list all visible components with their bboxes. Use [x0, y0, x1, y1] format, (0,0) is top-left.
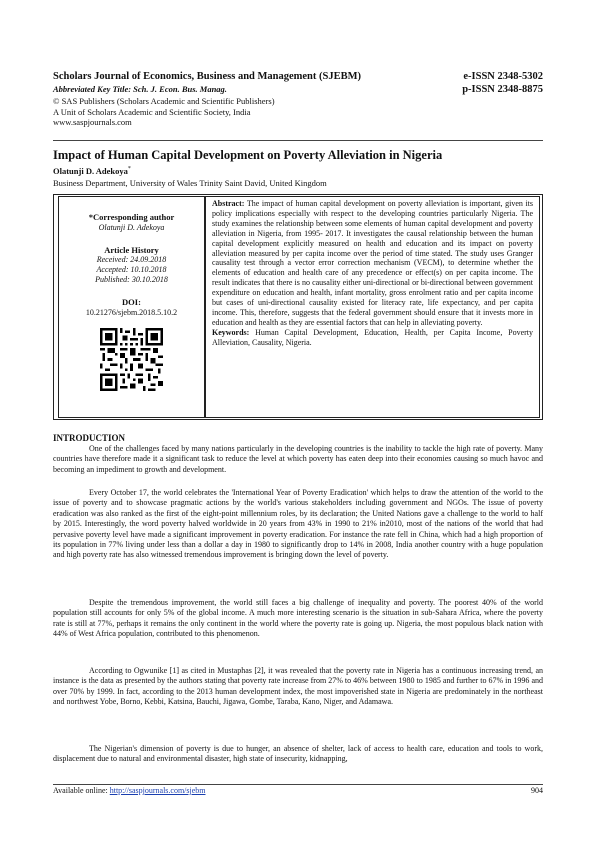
available-label: Available online: — [53, 786, 108, 795]
corresponding-label: *Corresponding author — [88, 212, 175, 222]
footer-rule — [53, 784, 543, 785]
society-line: A Unit of Scholars Academic and Scientific Society, India — [53, 106, 251, 117]
history-label: Article History — [104, 244, 159, 255]
availability — [53, 786, 206, 796]
author-line — [53, 164, 131, 177]
publisher-line: © SAS Publishers (Scholars Academic and Scientific Publishers) — [53, 96, 275, 106]
abstract-label: Abstract: — [212, 199, 245, 208]
eissn: e-ISSN 2348-5302 — [463, 71, 543, 82]
pissn: p-ISSN 2348-8875 — [462, 84, 543, 95]
affiliation: Business Department, University of Wales Trinity Saint David, United Kingdom — [53, 178, 327, 188]
article-title: Impact of Human Capital Development on Poverty Alleviation in Nigeria — [53, 148, 443, 162]
abstract-text: The impact of human capital development on poverty alleviation is important, given its policy implications especially with respect to the developing countries particularly Nigeria. The study examines the relationship between some elements of human capital development and poverty alleviation in Nigeria, from 1995- 2017. It investigates the causal relationship between the human capital development explicitly measured on health and education and its impact on poverty alleviation measured by per capita income over the period of time stated. The study uses Granger causality test through a vector error correction mechanism (VECM), to determine whether the elements of education and health care of any precedence or effect(s) on per capita income. The result indicates that there is no causality either uni-directional or bi-directional between government expenditure on education and health, infant mortality, gross enrolment ratio and per capita income but cases of uni-directional causality existed for literacy rate, life expectancy, and per capita income. This, therefore, suggests that the federal government should ensure that it invests more in education and health as they are essential factors that can help in alleviating poverty. — [212, 199, 534, 327]
author-name: Olatunji D. Adekoya — [53, 165, 128, 176]
keywords-label: Keywords: — [212, 327, 250, 337]
paragraph-1: One of the challenges faced by many nations particularly in the developing countries is the inability to tackle the high rate of poverty. Many countries have therefore made it a significant task to reduce the level at which poverty has eaten deep into their economies causing so much havoc and becoming an impediment to growth and development. — [53, 444, 543, 474]
journal-name: Scholars Journal of Economics, Business and Management (SJEBM) — [53, 71, 362, 82]
journal-link[interactable]: http://saspjournals.com/sjebm — [109, 786, 206, 795]
paragraph-4: According to Ogwunike [1] as cited in Mustaphas [2], it was revealed that the poverty rate in Nigeria has a continuous increasing trend, an instance is the data as presented by the authors stating that poverty rate increase from 27% to 46% between 1980 to 1985 and further to 67% in 1996 and over 70% by 1999. In fact, according to the 2013 human development index, the most impoverished state in Nigeria are predominately in the northeast and northwest Yobe, Borno, Kebbi, Katsina, Bauchi, Jigawa, Gombe, Taraba, Kano, Niger, and Adamawa. — [53, 666, 543, 707]
abbreviated-title: Abbreviated Key Title: Sch. J. Econ. Bus. Manag. — [53, 84, 227, 94]
keywords-text: Human Capital Development, Education, Health, per Capita Income, Poverty Alleviation, Causality, Nigeria. — [212, 327, 534, 347]
doi-label: DOI: — [122, 297, 141, 307]
paragraph-3: Despite the tremendous improvement, the world still faces a big challenge of inequality and poverty. The poorest 40% of the world population still accounts for only 5% of the global income. A much more interesting scenario is the situation in sub-Sahara Africa, where the poverty rate is still at 77%, perhaps it remains the only continent in the world where the poverty rate is going up. Nigeria, the most populous black nation with 44% of West Africa population, contributed to this phenomenon. — [53, 598, 543, 639]
published-date: Published: 30.10.2018 — [95, 275, 168, 284]
page-footer — [53, 786, 543, 796]
page-number: 904 — [531, 786, 543, 795]
qr-code — [100, 328, 163, 391]
website-line: www.saspjournals.com — [53, 117, 132, 127]
received-date: Received: 24.09.2018 — [96, 255, 167, 264]
author-mark: * — [127, 166, 131, 172]
accepted-date: Accepted: 10.10.2018 — [96, 265, 167, 274]
journal-header — [53, 70, 543, 128]
article-info-panel — [58, 196, 205, 418]
paragraph-5: The Nigerian's dimension of poverty is due to hunger, an absence of shelter, lack of access to health care, education and tools to work, displacement due to natural and environmental disaster, high state of insecurity, kidnapping, — [53, 744, 543, 764]
doi-value: 10.21276/sjebm.2018.5.10.2 — [85, 307, 178, 317]
keywords — [212, 328, 533, 348]
header-rule — [53, 140, 543, 141]
paragraph-2: Every October 17, the world celebrates the 'International Year of Poverty Eradication' which helps to draw the attention of the world to the issue of poverty and to showcase pragmatic actions by the world's various stakeholders including government and NGOs. The issue of poverty eradication was also ranked as the first of the eight-point millennium roles, by its declaration; the United Nations gave a challenge to the world to half by 2015. Interestingly, the word poverty halved worldwide in 20 years from 43% in 1990 to 21% in2010, most of the nations of the world that had pervasive poverty level have made a significant improvement in poverty eradication. For instance the rate fell in China, which had a high proportion of its population in 77% living under less than a dollar a day in 1980 to significantly drop to 14% in 2008, India another country with a huge population and high poverty rate has also witnessed tremendous improvement is bringing down the level of poverty. — [53, 488, 543, 560]
corresponding-name: Olatunji D. Adekoya — [98, 222, 165, 232]
section-heading: INTRODUCTION — [53, 433, 126, 443]
abstract-panel — [205, 196, 540, 418]
abstract — [212, 199, 533, 328]
